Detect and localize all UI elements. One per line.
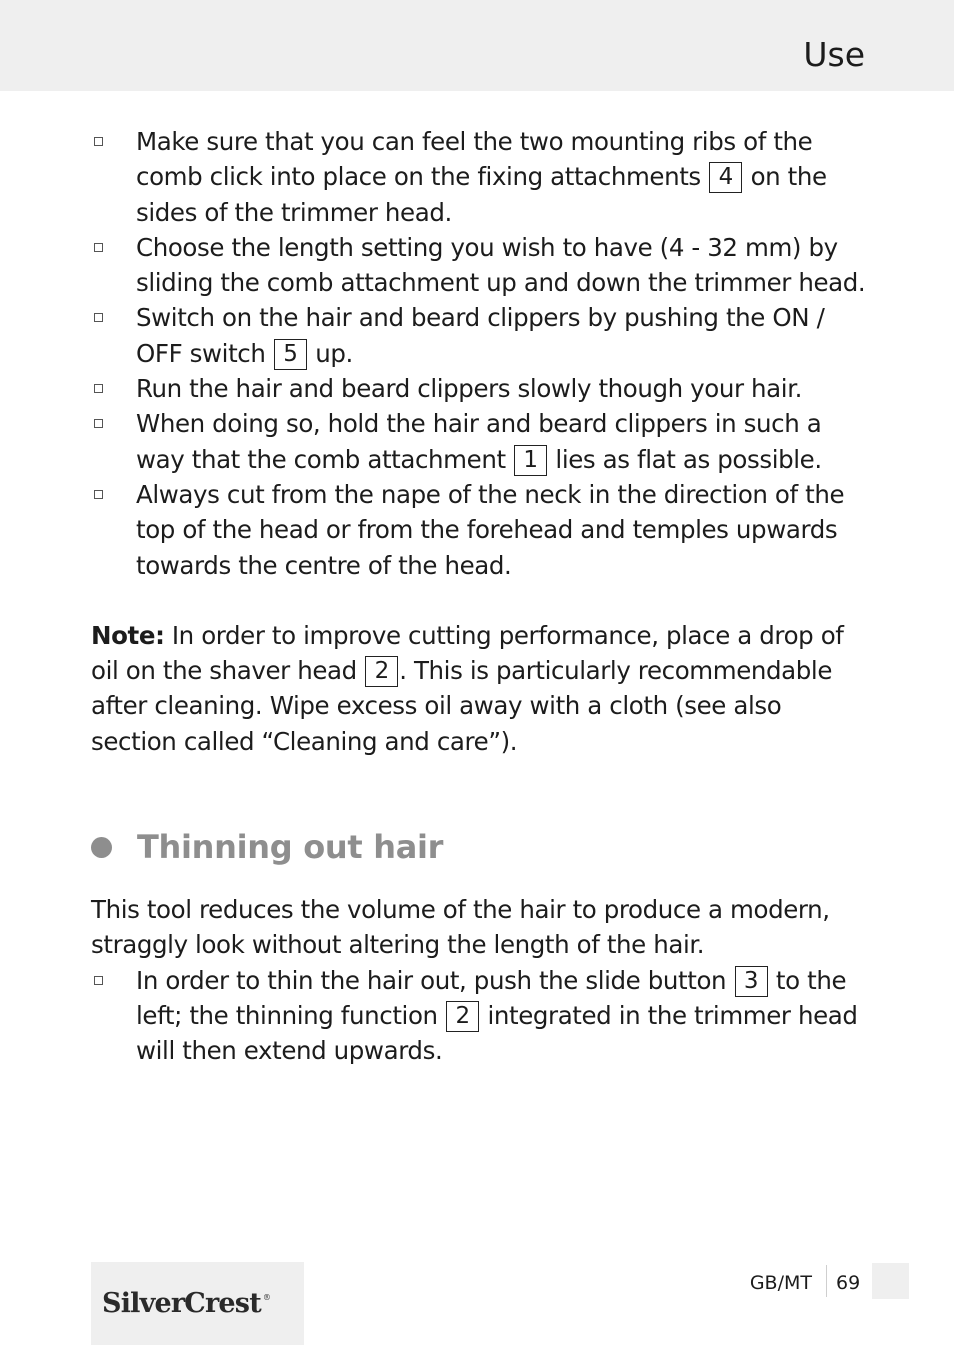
list-item: Make sure that you can feel the two mounting ribs of the comb click into place on the fixing attachments 4 on the sides of the trimmer head. <box>91 124 871 230</box>
checkbox-bullet-icon <box>94 490 103 499</box>
part-reference-badge: 4 <box>709 162 742 193</box>
section-heading: Thinning out hair <box>91 822 871 872</box>
part-reference-badge: 5 <box>274 339 307 370</box>
part-reference-badge: 3 <box>735 966 768 997</box>
language-code: GB/MT <box>749 1272 812 1294</box>
checkbox-bullet-icon <box>94 313 103 322</box>
list-item: Choose the length setting you wish to have (4 - 32 mm) by sliding the comb attachment up and down the trimmer head. <box>91 230 871 301</box>
footer-divider <box>826 1265 827 1297</box>
instruction-list <box>91 124 871 583</box>
note-paragraph: Note: In order to improve cutting performance, place a drop of oil on the shaver head 2 . This is particularly recommendable after cleaning. Wipe excess oil away with a cloth (see also section called “Cleaning and care”). <box>91 620 844 756</box>
checkbox-bullet-icon <box>94 137 103 146</box>
part-reference-badge: 2 <box>446 1001 479 1032</box>
checkbox-bullet-icon <box>94 384 103 393</box>
page-number: 69 <box>836 1272 861 1294</box>
checkbox-bullet-icon <box>94 976 103 985</box>
part-reference-badge: 1 <box>514 445 547 476</box>
thumb-index-tab <box>872 1263 909 1299</box>
page-title: Use <box>803 35 865 74</box>
note-label: Note: <box>91 620 165 650</box>
brand-logo: SilverCrest ® <box>102 1288 271 1319</box>
part-reference-badge: 2 <box>365 656 398 687</box>
list-item: When doing so, hold the hair and beard clippers in such a way that the comb attachment 1 lies as flat as possible. <box>91 406 871 477</box>
list-item: In order to thin the hair out, push the slide button 3 to the left; the thinning function 2 integrated in the trimmer head will then extend upwards. <box>91 963 871 1069</box>
list-item: Always cut from the nape of the neck in the direction of the top of the head or from the forehead and temples upwards towards the centre of the head. <box>91 477 871 583</box>
list-item: Switch on the hair and beard clippers by pushing the ON / OFF switch 5 up. <box>91 300 871 371</box>
section-intro: This tool reduces the volume of the hair to produce a modern, straggly look without altering the length of the hair. <box>91 895 830 960</box>
list-item: Run the hair and beard clippers slowly though your hair. <box>91 371 871 406</box>
instruction-list <box>91 963 871 1069</box>
checkbox-bullet-icon <box>94 419 103 428</box>
brand-logo-box <box>91 1262 304 1345</box>
bullet-dot-icon <box>91 837 112 858</box>
checkbox-bullet-icon <box>94 243 103 252</box>
page-content <box>91 124 871 1069</box>
